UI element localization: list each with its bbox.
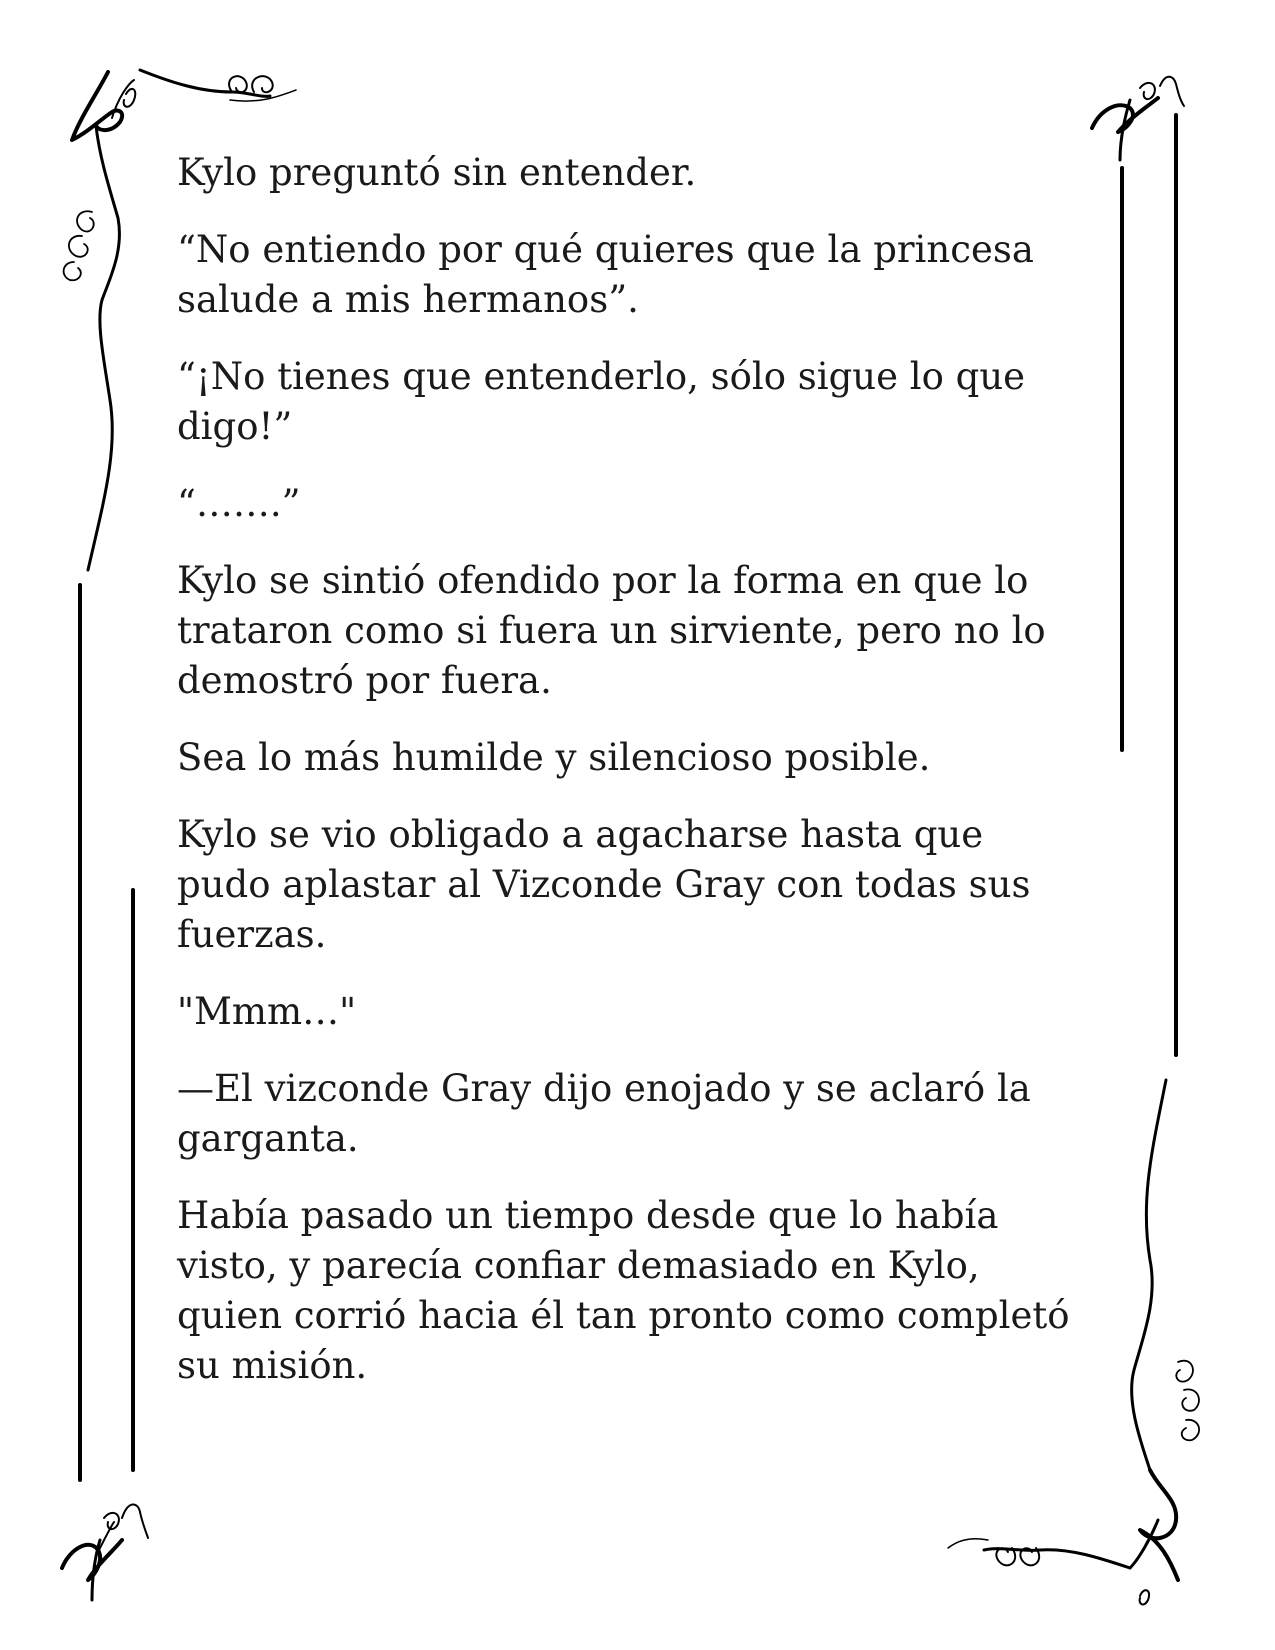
paragraph: —El vizconde Gray dijo enojado y se aclaró la garganta.	[177, 1067, 1031, 1160]
paragraph: Kylo se sintió ofendido por la forma en que lo trataron como si fuera un sirviente, pero no lo demostró por fuera.	[177, 559, 1046, 702]
paragraph: Kylo se vio obligado a agacharse hasta que pudo aplastar al Vizconde Gray con todas sus fuerzas.	[177, 813, 1031, 956]
paragraph: "Mmm…"	[177, 990, 357, 1033]
paragraph: Sea lo más humilde y silencioso posible.	[177, 736, 931, 779]
paragraph: “¡No tienes que entenderlo, sólo sigue lo que digo!”	[177, 355, 1026, 448]
bottom-left-flourish	[62, 1504, 148, 1600]
body-text	[177, 148, 1082, 1418]
paragraph: “No entiendo por qué quieres que la princesa salude a mis hermanos”.	[177, 228, 1034, 321]
paragraph: Había pasado un tiempo desde que lo había visto, y parecía confiar demasiado en Kylo, quien corrió hacia él tan pronto como completó su misión.	[177, 1194, 1070, 1387]
top-right-flourish	[1092, 77, 1184, 160]
paragraph: Kylo preguntó sin entender.	[177, 151, 697, 194]
paragraph: “…….”	[177, 482, 301, 525]
